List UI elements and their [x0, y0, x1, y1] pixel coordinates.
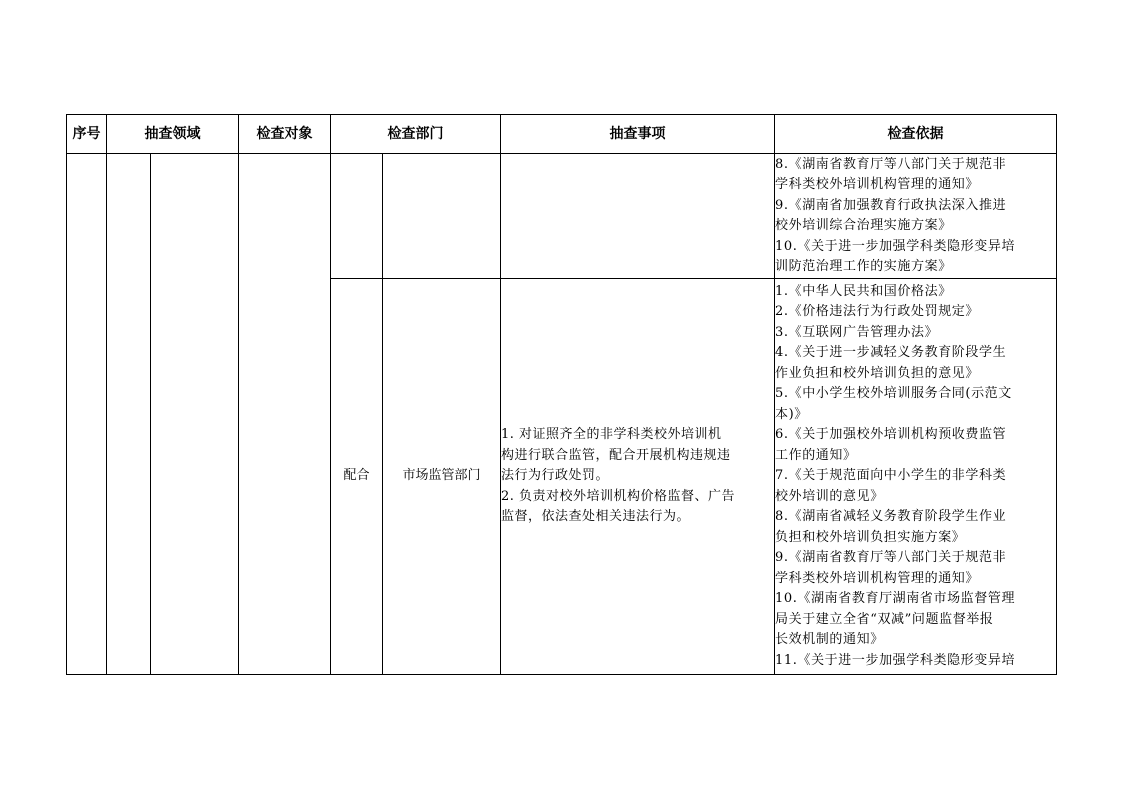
basis-line: 学科类校外培训机构管理的通知》: [775, 177, 980, 192]
basis-line: 10.《关于进一步加强学科类隐形变异培: [775, 238, 1016, 254]
items-line: 法行为行政处罚。: [501, 468, 610, 484]
basis-line: 3.《互联网广告管理办法》: [775, 324, 939, 340]
basis-line: 10.《湖南省教育厅湖南省市场监督管理: [775, 591, 1016, 607]
basis-cell: [775, 154, 1057, 279]
role-cell: 配合: [331, 279, 383, 675]
basis-line: 9.《湖南省加强教育行政执法深入推进: [775, 197, 1007, 213]
basis-line: 训防范治理工作的实施方案》: [775, 259, 952, 274]
basis-line: 负担和校外培训负担实施方案》: [775, 529, 966, 545]
basis-line: 校外培训的意见》: [775, 488, 884, 504]
items-line: 监督，依法查处相关违法行为。: [501, 509, 691, 525]
basis-line: 工作的通知》: [775, 447, 857, 463]
basis-line: 4.《关于进一步减轻义务教育阶段学生: [775, 345, 1007, 361]
basis-line: 11.《关于进一步加强学科类隐形变异培: [775, 652, 1016, 668]
basis-cell: [775, 279, 1057, 675]
basis-line: 本)》: [775, 406, 808, 422]
header-row: [67, 115, 1057, 154]
items-cell: [501, 154, 775, 279]
domain-cell-b: [151, 154, 239, 675]
role-cell: [331, 154, 383, 279]
basis-line: 2.《价格违法行为行政处罚规定》: [775, 304, 980, 320]
basis-line: 长效机制的通知》: [775, 632, 884, 648]
table-row: [67, 154, 1057, 279]
header-index: 序号: [67, 115, 107, 154]
header-target: 检查对象: [239, 115, 331, 154]
basis-line: 5.《中小学生校外培训服务合同(示范文: [775, 386, 1012, 402]
basis-line: 6.《关于加强校外培训机构预收费监管: [775, 427, 1007, 443]
header-domain: 抽查领域: [107, 115, 239, 154]
basis-line: 7.《关于规范面向中小学生的非学科类: [775, 468, 1007, 484]
basis-line: 校外培训综合治理实施方案》: [775, 218, 952, 233]
basis-line: 局关于建立全省“双减”问题监督举报: [775, 611, 994, 627]
index-cell: [67, 154, 107, 675]
header-department: 检查部门: [331, 115, 501, 154]
items-cell: [501, 279, 775, 675]
basis-line: 8.《湖南省减轻义务教育阶段学生作业: [775, 509, 1007, 525]
items-line: 构进行联合监管，配合开展机构违规违: [501, 447, 731, 463]
basis-line: 8.《湖南省教育厅等八部门关于规范非: [775, 156, 1007, 172]
target-cell: [239, 154, 331, 675]
department-cell: 市场监管部门: [383, 279, 501, 675]
basis-line: 1.《中华人民共和国价格法》: [775, 283, 952, 299]
header-basis: 检查依据: [775, 115, 1057, 154]
basis-line: 学科类校外培训机构管理的通知》: [775, 570, 980, 586]
department-cell: [383, 154, 501, 279]
header-items: 抽查事项: [501, 115, 775, 154]
domain-cell-a: [107, 154, 151, 675]
items-line: 2. 负责对校外培训机构价格监督、广告: [501, 488, 736, 504]
inspection-table: [66, 114, 1057, 675]
items-line: 1. 对证照齐全的非学科类校外培训机: [501, 427, 722, 443]
basis-line: 9.《湖南省教育厅等八部门关于规范非: [775, 550, 1007, 566]
basis-line: 作业负担和校外培训负担的意见》: [775, 365, 980, 381]
